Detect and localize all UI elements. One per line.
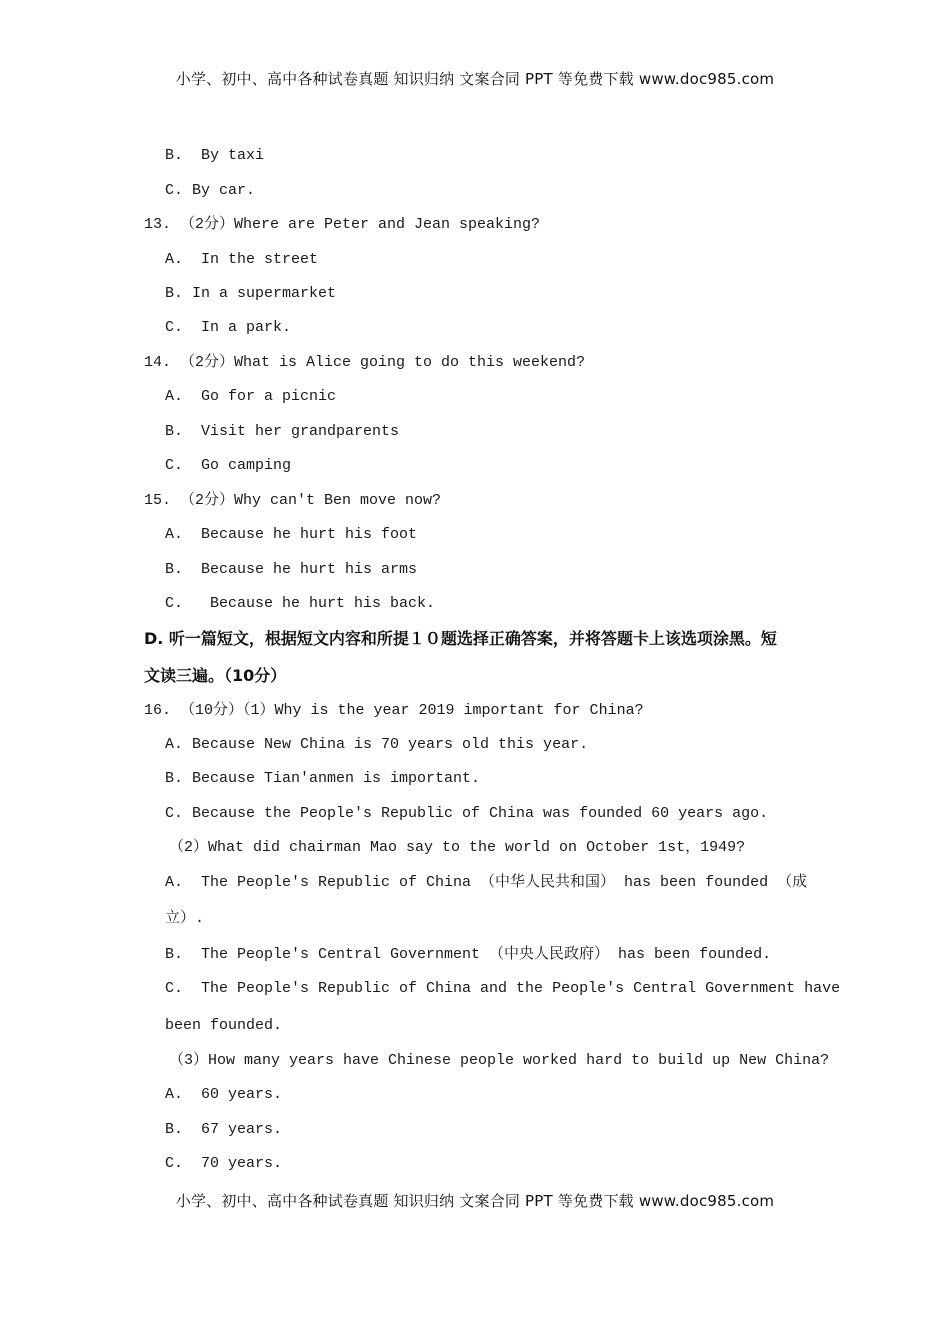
q16-3-stem: （3）How many years have Chinese people worked hard to build up New China? (160, 1052, 830, 1069)
q14-option-b: B. Visit her grandparents (165, 423, 400, 440)
q14-stem: 14. （2分）What is Alice going to do this weekend? (144, 354, 586, 371)
q16-2-option-a-line1: A. The People's Republic of China （中华人民共和国） has been founded （成 (165, 874, 808, 891)
q15-stem: 15. （2分）Why can't Ben move now? (144, 492, 442, 509)
q15-option-c: C. Because he hurt his back. (165, 595, 436, 612)
q16-2-option-a-line2: 立）. (165, 910, 205, 927)
q16-2-option-b: B. The People's Central Government （中央人民政府） has been founded. (165, 946, 772, 963)
q16-2-stem: （2）What did chairman Mao say to the world on October 1st，1949? (160, 839, 746, 856)
q16-stem: 16. （10分）（1）Why is the year 2019 important for China? (144, 702, 644, 719)
q13-stem: 13. （2分）Where are Peter and Jean speaking? (144, 216, 541, 233)
q16-1-option-b: B. Because Tian'anmen is important. (165, 770, 481, 787)
q16-1-option-a: A. Because New China is 70 years old this year. (165, 736, 589, 753)
section-d-instruction-line1: D. 听一篇短文，根据短文内容和所提１０题选择正确答案，并将答题卡上该选项涂黑。短 (144, 629, 777, 648)
page-footer: 小学、初中、高中各种试卷真题 知识归纳 文案合同 PPT 等免费下载 www.doc985.com (175, 1192, 775, 1210)
q16-2-option-c-line2: been founded. (165, 1017, 283, 1034)
q13-option-a: A. In the street (165, 251, 319, 268)
q12-option-b: B. By taxi (165, 147, 265, 164)
q13-option-c: C. In a park. (165, 319, 292, 336)
q14-option-a: A. Go for a picnic (165, 388, 337, 405)
q14-option-c: C. Go camping (165, 457, 292, 474)
q16-3-option-b: B. 67 years. (165, 1121, 283, 1138)
q15-option-a: A. Because he hurt his foot (165, 526, 418, 543)
q16-3-option-c: C. 70 years. (165, 1155, 283, 1172)
q12-option-c: C. By car. (165, 182, 256, 199)
q13-option-b: B. In a supermarket (165, 285, 337, 302)
q15-option-b: B. Because he hurt his arms (165, 561, 418, 578)
q16-1-option-c: C. Because the People's Republic of China was founded 60 years ago. (165, 805, 769, 822)
q16-3-option-a: A. 60 years. (165, 1086, 283, 1103)
q16-2-option-c-line1: C. The People's Republic of China and the People's Central Government have (165, 980, 841, 997)
section-d-instruction-line2: 文读三遍。（10分） (144, 666, 287, 685)
page-header: 小学、初中、高中各种试卷真题 知识归纳 文案合同 PPT 等免费下载 www.doc985.com (175, 70, 775, 88)
